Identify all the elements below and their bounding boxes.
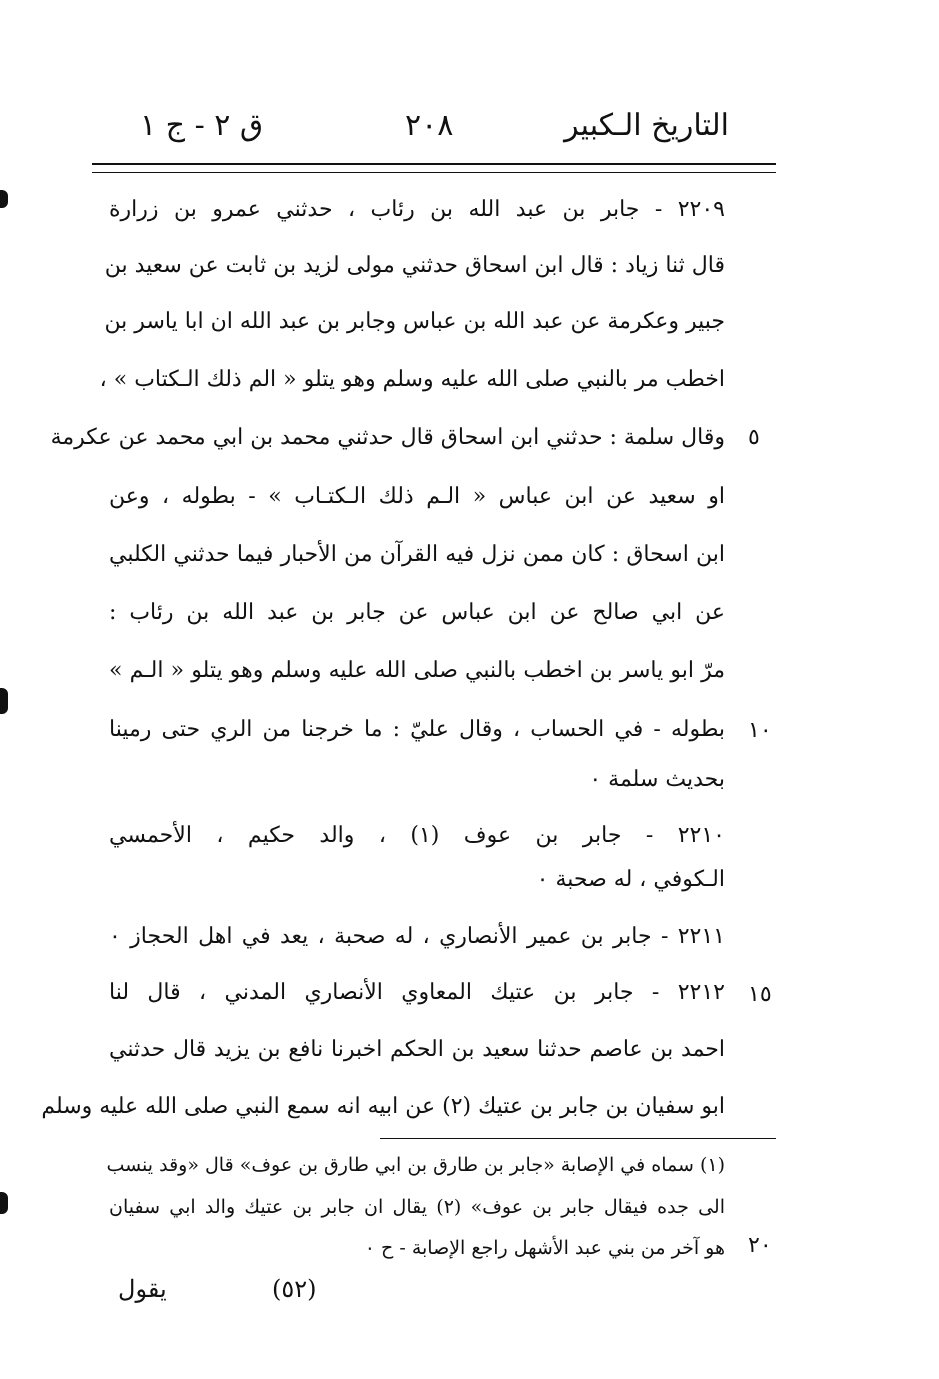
text-line: ابو سفيان بن جابر بن عتيك (٢) عن ابيه انه سمع النبي صلى الله عليه وسلم [41, 1094, 725, 1119]
footnote-rule [380, 1138, 776, 1139]
text-line: جبير وعكرمة عن عبد الله بن عباس وجابر بن عبد الله ان ابا ياسر بن [104, 309, 725, 334]
line-number: ١٠ [748, 718, 772, 743]
text-line: بحديث سلمة ٠ [589, 767, 725, 792]
text-line: وقال سلمة : حدثني ابن اسحاق قال حدثني محمد بن ابي محمد عن عكرمة [50, 425, 725, 450]
text-line: احمد بن عاصم حدثنا سعيد بن الحكم اخبرنا نافع بن يزيد قال حدثني [109, 1037, 725, 1062]
scan-edge-mark [0, 1192, 8, 1214]
text-line: ٢٢١١ - جابر بن عمير الأنصاري ، له صحبة ، يعد في اهل الحجاز ٠ [109, 924, 725, 949]
text-line: ابن اسحاق : كان ممن نزل فيه القرآن من الأحبار فيما حدثني الكلبي [109, 542, 725, 567]
header-rule [92, 172, 776, 173]
footnote-line: الى جده فيقال جابر بن عوف» (٢) يقال ان جابر بن عتيك والد ابي سفيان [109, 1196, 725, 1218]
running-title: التاريخ الـكبير [564, 108, 729, 143]
volume-indicator: ق ٢ - ج ١ [140, 108, 264, 143]
text-line: ٢٢١٠ - جابر بن عوف (١) ، والد حكيم ، الأحمسي [109, 823, 725, 848]
text-line: ٢٢٠٩ - جابر بن عبد الله بن رئاب ، حدثني عمرو بن زرارة [109, 197, 725, 222]
line-number: ١٥ [748, 982, 772, 1007]
text-line: الـكوفي ، له صحبة ٠ [536, 867, 725, 892]
line-number: ٢٠ [748, 1233, 772, 1258]
text-line: عن ابي صالح عن ابن عباس عن جابر بن عبد الله بن رئاب : [109, 600, 725, 625]
page-number: ٢٠٨ [405, 108, 454, 143]
catchword: يقول [118, 1275, 167, 1303]
text-line: بطوله - في الحساب ، وقال عليّ : ما خرجنا من الري حتى رمينا [109, 717, 725, 742]
text-line: قال ثنا زياد : قال ابن اسحاق حدثني مولى لزيد بن ثابت عن سعيد بن [104, 253, 725, 278]
header-rule [92, 163, 776, 165]
signature-mark: (٥٢) [272, 1275, 317, 1303]
footnote-line: هو آخر من بني عبد الأشهل راجع الإصابة - ح ٠ [364, 1237, 725, 1259]
text-line: ٢٢١٢ - جابر بن عتيك المعاوي الأنصاري المدني ، قال لنا [109, 980, 725, 1005]
text-line: مرّ ابو ياسر بن اخطب بالنبي صلى الله عليه وسلم وهو يتلو « الـم » [109, 658, 725, 683]
text-line: اخطب مر بالنبي صلى الله عليه وسلم وهو يتلو « الم ذلك الـكتاب » ، [99, 367, 725, 392]
scan-edge-mark [0, 190, 8, 208]
text-line: او سعيد عن ابن عباس « الـم ذلك الـكتـاب » - بطوله ، وعن [109, 484, 725, 509]
footnote-line: (١) سماه في الإصابة «جابر بن طارق بن ابي طارق بن عوف» قال «وقد ينسب [106, 1154, 725, 1176]
line-number: ٥ [748, 425, 760, 450]
scan-edge-mark [0, 688, 8, 714]
